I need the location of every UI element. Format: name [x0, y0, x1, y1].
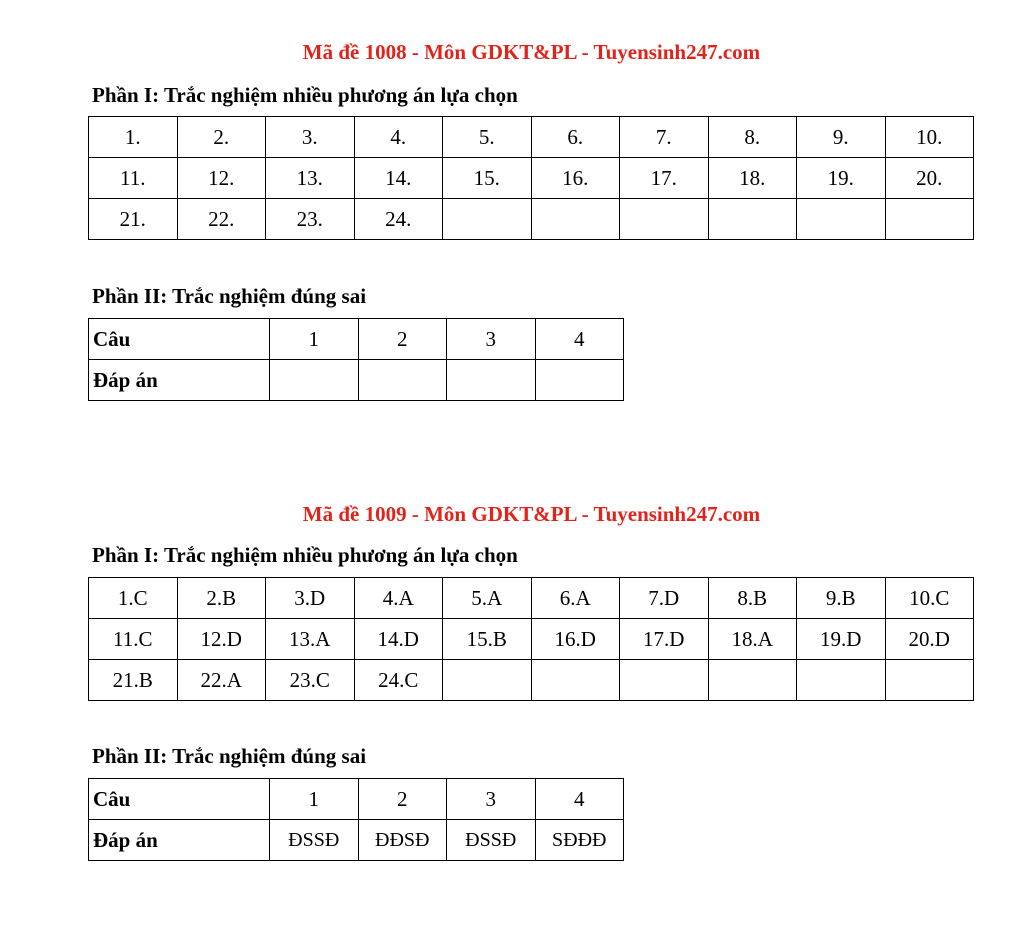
question-number-cell: 2 [358, 319, 447, 360]
answer-cell: 17.D [620, 619, 709, 660]
answer-cell: 20.D [885, 619, 974, 660]
answer-cell [708, 660, 797, 701]
exam2-title: Mã đề 1009 - Môn GDKT&PL - Tuyensinh247.com [302, 502, 761, 526]
exam2-part1-heading: Phần I: Trắc nghiệm nhiều phương án lựa chọn [92, 543, 518, 567]
answer-cell: 19. [797, 158, 886, 199]
answer-cell: 16.D [531, 619, 620, 660]
exam1-title: Mã đề 1008 - Môn GDKT&PL - Tuyensinh247.com [302, 40, 761, 64]
exam1-part2-table [88, 318, 624, 401]
answer-cell: ĐSSĐ [447, 820, 536, 861]
answer-cell [797, 660, 886, 701]
table-row [89, 578, 974, 619]
answer-cell: 5. [443, 117, 532, 158]
answer-cell: 1. [89, 117, 178, 158]
question-number-cell: 1 [270, 779, 359, 820]
answer-cell: 24. [354, 199, 443, 240]
answer-cell: 10. [885, 117, 974, 158]
answer-cell: 7. [620, 117, 709, 158]
answer-cell: 8.B [708, 578, 797, 619]
answer-cell: 11.C [89, 619, 178, 660]
answer-cell: 2.B [177, 578, 266, 619]
answer-cell: 21. [89, 199, 178, 240]
question-number-cell: 4 [535, 779, 624, 820]
answer-cell: 6. [531, 117, 620, 158]
answer-cell: 13. [266, 158, 355, 199]
answer-cell: 23. [266, 199, 355, 240]
answer-cell: 12.D [177, 619, 266, 660]
answer-cell: 22. [177, 199, 266, 240]
answer-cell: 16. [531, 158, 620, 199]
answer-cell [531, 660, 620, 701]
answer-cell [447, 360, 536, 401]
row-label-question: Câu [89, 779, 270, 820]
row-label-answer: Đáp án [89, 820, 270, 861]
answer-cell [797, 199, 886, 240]
answer-cell [620, 660, 709, 701]
answer-cell: 6.A [531, 578, 620, 619]
answer-cell: 18.A [708, 619, 797, 660]
exam2-part1-table [88, 577, 974, 701]
question-number-cell: 3 [447, 779, 536, 820]
answer-cell: SĐĐĐ [535, 820, 624, 861]
table-row [89, 158, 974, 199]
answer-cell: 7.D [620, 578, 709, 619]
answer-cell: 4. [354, 117, 443, 158]
exam1-part1-heading: Phần I: Trắc nghiệm nhiều phương án lựa chọn [92, 83, 518, 107]
answer-cell [885, 199, 974, 240]
answer-cell: 18. [708, 158, 797, 199]
table-row [89, 117, 974, 158]
row-label-answer: Đáp án [89, 360, 270, 401]
answer-cell [443, 660, 532, 701]
question-number-cell: 4 [535, 319, 624, 360]
table-row [89, 619, 974, 660]
answer-cell: 10.C [885, 578, 974, 619]
answer-cell: 12. [177, 158, 266, 199]
answer-cell: 8. [708, 117, 797, 158]
answer-cell [443, 199, 532, 240]
exam1-part1-table [88, 116, 974, 240]
answer-cell: ĐSSĐ [270, 820, 359, 861]
answer-cell: 5.A [443, 578, 532, 619]
answer-cell: 13.A [266, 619, 355, 660]
answer-cell: 1.C [89, 578, 178, 619]
answer-cell [531, 199, 620, 240]
answer-cell: 3.D [266, 578, 355, 619]
answer-cell: 14.D [354, 619, 443, 660]
answer-cell [885, 660, 974, 701]
table-row [89, 820, 624, 861]
table-row [89, 660, 974, 701]
answer-cell: 24.C [354, 660, 443, 701]
answer-cell [535, 360, 624, 401]
answer-cell: 9. [797, 117, 886, 158]
answer-cell: ĐĐSĐ [358, 820, 447, 861]
table-row [89, 199, 974, 240]
answer-cell [270, 360, 359, 401]
answer-cell: 23.C [266, 660, 355, 701]
answer-cell: 19.D [797, 619, 886, 660]
answer-cell: 20. [885, 158, 974, 199]
answer-cell: 21.B [89, 660, 178, 701]
question-number-cell: 1 [270, 319, 359, 360]
exam2-part2-heading: Phần II: Trắc nghiệm đúng sai [92, 744, 367, 768]
exam2-part2-table [88, 778, 624, 861]
answer-cell: 3. [266, 117, 355, 158]
table-row [89, 319, 624, 360]
answer-cell: 14. [354, 158, 443, 199]
answer-cell [358, 360, 447, 401]
answer-cell: 4.A [354, 578, 443, 619]
answer-cell [620, 199, 709, 240]
question-number-cell: 3 [447, 319, 536, 360]
answer-cell: 9.B [797, 578, 886, 619]
table-row [89, 779, 624, 820]
answer-cell: 2. [177, 117, 266, 158]
question-number-cell: 2 [358, 779, 447, 820]
answer-cell: 15. [443, 158, 532, 199]
answer-cell: 17. [620, 158, 709, 199]
exam1-part2-heading: Phần II: Trắc nghiệm đúng sai [92, 284, 367, 308]
row-label-question: Câu [89, 319, 270, 360]
answer-cell: 15.B [443, 619, 532, 660]
table-row [89, 360, 624, 401]
answer-cell: 11. [89, 158, 178, 199]
answer-cell [708, 199, 797, 240]
answer-cell: 22.A [177, 660, 266, 701]
